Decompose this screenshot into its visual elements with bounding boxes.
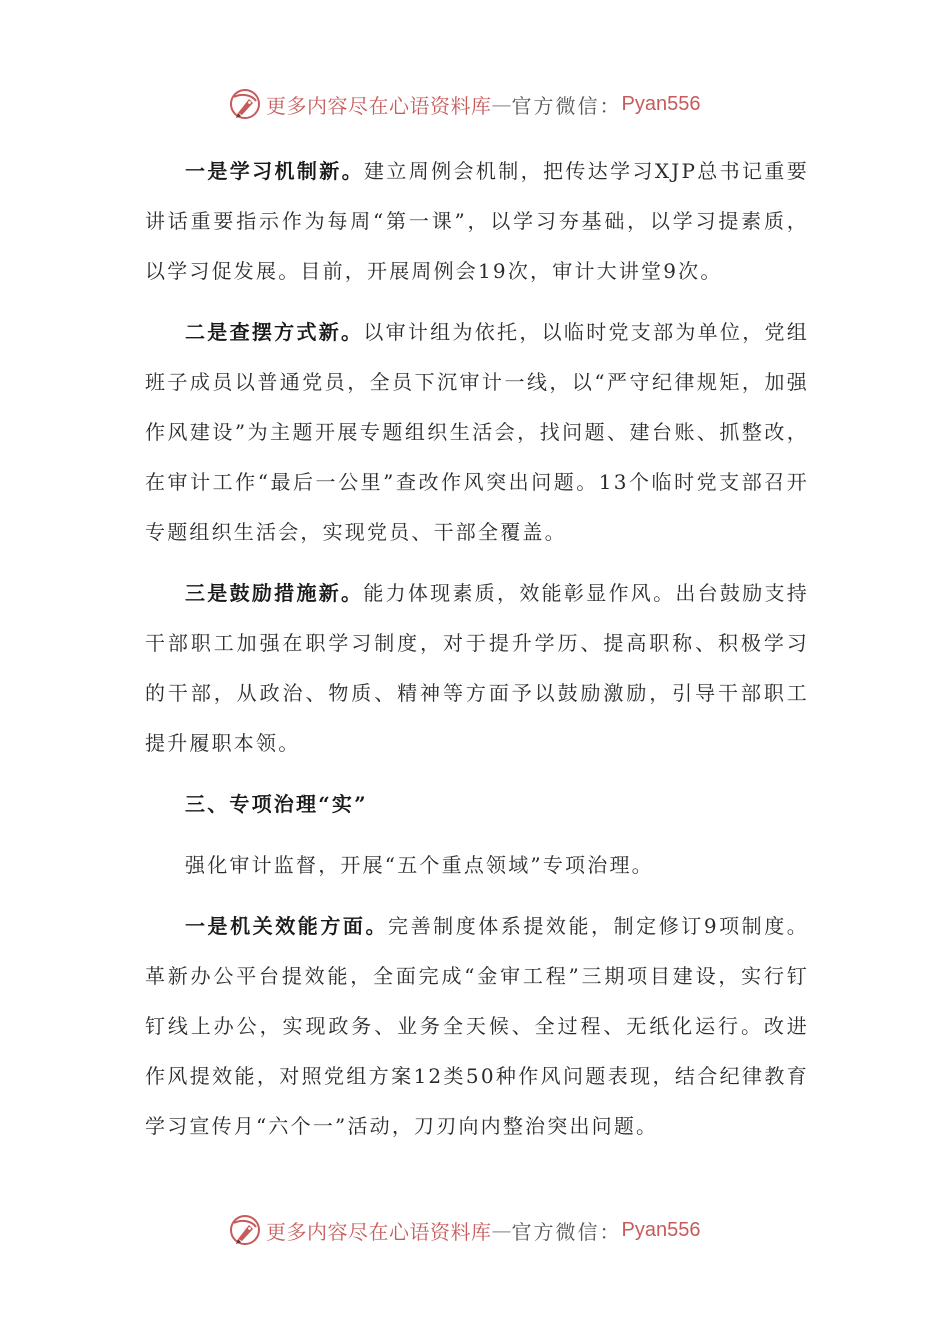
watermark-main-text: 更多内容尽在心语资料库: [266, 1219, 492, 1244]
paragraph-intro: 强化审计监督，开展“五个重点领域”专项治理。: [185, 853, 654, 877]
paragraph-lead: 三是鼓励措施新。: [185, 581, 364, 605]
watermark-footer: [228, 1210, 700, 1250]
paragraph-text: 能力体现素质，效能彰显作风。出台鼓励支持干部职工加强在职学习制度，对于提升学历、提高职称、积极学习的干部，从政治、物质、精神等方面予以鼓励激励，引导干部职工提升履职本领。: [145, 581, 809, 755]
paragraph-learning-mechanism: [145, 146, 809, 296]
paragraph-inspection-method: [145, 307, 809, 557]
watermark-label: 官方微信：: [511, 1219, 622, 1244]
watermark-header: [228, 84, 700, 124]
section-heading: 三、专项治理“实”: [185, 792, 368, 816]
watermark-separator: —: [491, 1218, 512, 1242]
watermark-wechat-id: Pyan556: [621, 1218, 701, 1241]
paragraph-lead: 一是学习机制新。: [185, 159, 364, 183]
paragraph-text: 完善制度体系提效能，制定修订9项制度。革新办公平台提效能，全面完成“金审工程”三期项目建设，实行钉钉线上办公，实现政务、业务全天候、全过程、无纸化运行。改进作风提效能，对照党组方案12类50种作风问题表现，结合纪律教育学习宣传月“六个一”活动，刀刃向内整治突出问题。: [145, 914, 809, 1138]
paragraph-text: 以审计组为依托，以临时党支部为单位，党组班子成员以普通党员，全员下沉审计一线，以“严守纪律规矩，加强作风建设”为主题开展专题组织生活会，找问题、建台账、抓整改，在审计工作“最后一公里”查改作风突出问题。13个临时党支部召开专题组织生活会，实现党员、干部全覆盖。: [145, 320, 809, 544]
paragraph-incentive-measures: [145, 568, 809, 768]
paragraph-lead: 二是查摆方式新。: [185, 320, 364, 344]
watermark-main-text: 更多内容尽在心语资料库: [266, 93, 492, 118]
paragraph-text: 建立周例会机制，把传达学习XJP总书记重要讲话重要指示作为每周“第一课”，以学习夯基础，以学习提素质，以学习促发展。目前，开展周例会19次，审计大讲堂9次。: [145, 159, 809, 283]
pen-nib-logo-icon: [228, 87, 262, 121]
watermark-label: 官方微信：: [511, 93, 622, 118]
watermark-separator: —: [491, 92, 512, 116]
watermark-wechat-id: Pyan556: [621, 92, 701, 115]
pen-nib-logo-icon: [228, 1213, 262, 1247]
paragraph-agency-efficiency: [145, 901, 809, 1151]
paragraph-lead: 一是机关效能方面。: [185, 914, 389, 938]
document-body: [145, 146, 809, 1151]
